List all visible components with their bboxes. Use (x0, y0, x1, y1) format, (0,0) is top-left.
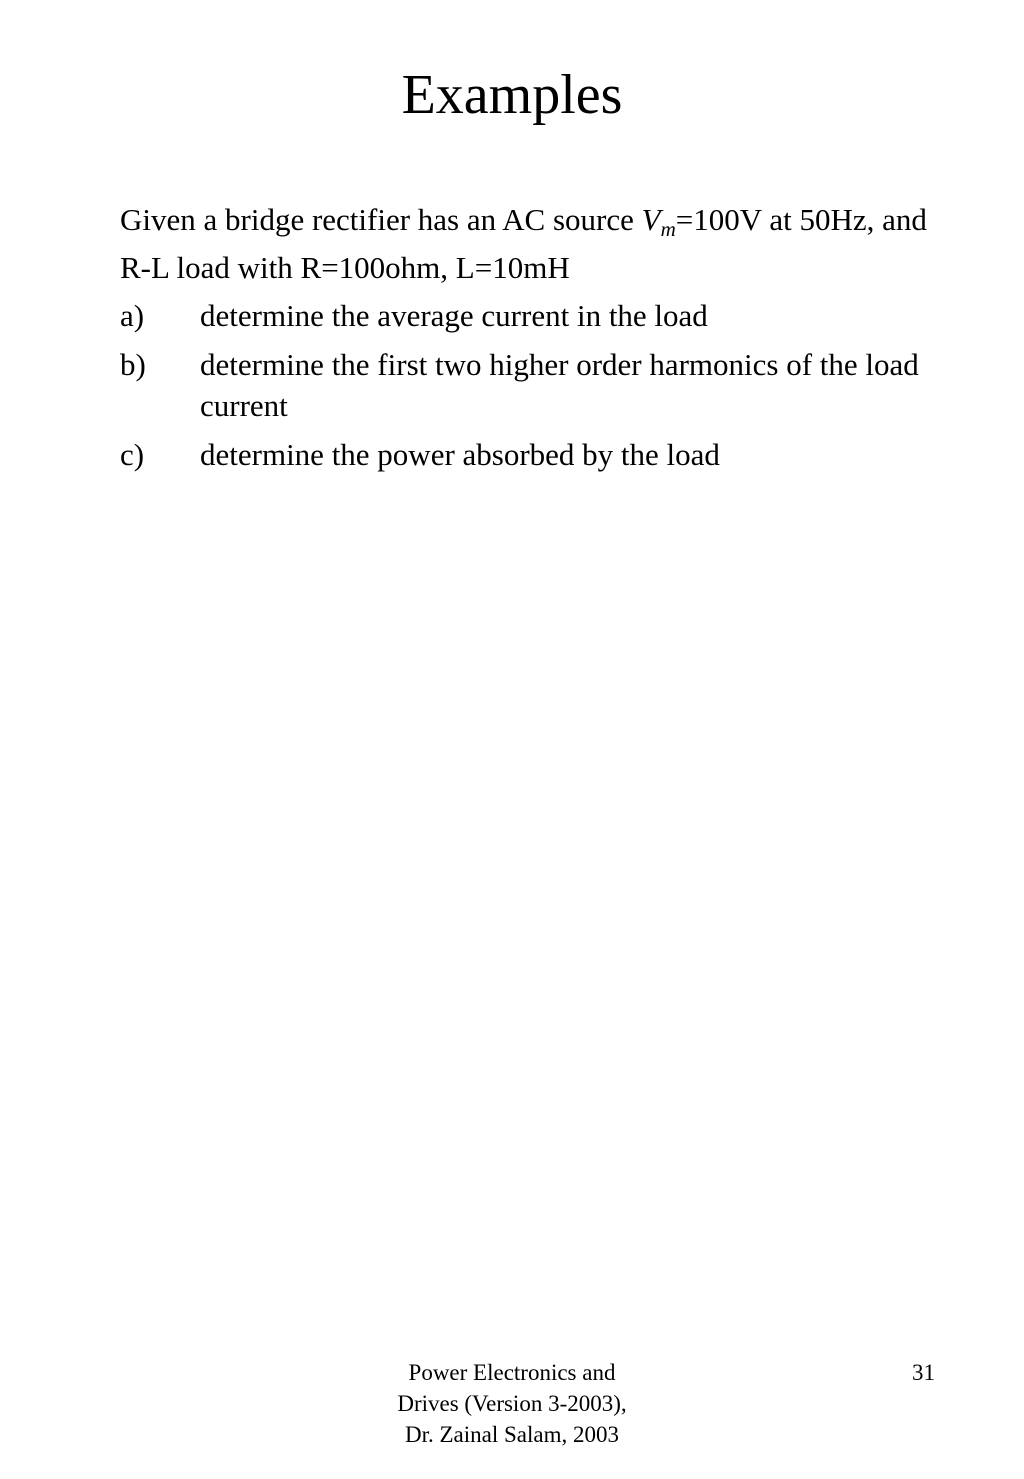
task-marker: c) (120, 437, 145, 472)
task-text: determine the power absorbed by the load (200, 437, 720, 472)
task-item-a (120, 295, 940, 336)
footer-line: Power Electronics and (408, 1360, 616, 1385)
task-marker: b) (120, 347, 146, 382)
task-item-c (120, 434, 940, 475)
footer-credit (312, 1357, 712, 1450)
task-marker: a) (120, 298, 145, 333)
problem-intro-before: Given a bridge rectifier has an AC source (120, 202, 642, 237)
footer-line: Drives (Version 3-2003), (397, 1391, 627, 1416)
task-text: determine the first two higher order harmonics of the load current (200, 347, 919, 423)
problem-intro-after: =100V at 50Hz, and R-L load with R=100ohm, L=10mH (120, 202, 927, 285)
problem-statement (120, 196, 940, 292)
slide-title: Examples (401, 64, 623, 126)
footer-line: Dr. Zainal Salam, 2003 (405, 1422, 619, 1447)
variable-subscript: m (660, 217, 676, 241)
page-number: 31 (912, 1360, 935, 1385)
variable-v: V (641, 202, 661, 237)
task-item-b (120, 344, 940, 426)
task-text: determine the average current in the load (200, 298, 708, 333)
